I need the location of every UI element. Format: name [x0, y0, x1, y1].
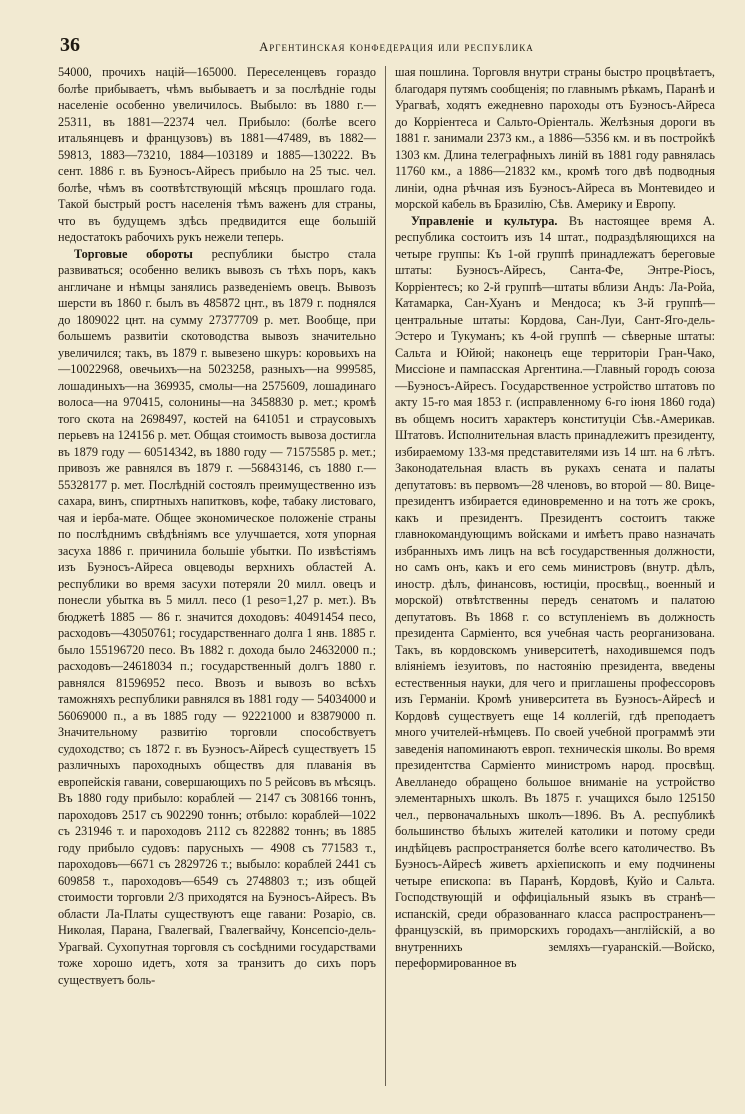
page-header — [60, 34, 685, 58]
page-number: 36 — [60, 34, 80, 56]
column-divider — [385, 66, 386, 1086]
running-title: Аргентинская конфедерация или республика — [259, 40, 534, 54]
paragraph: шая пошлина. Торговля внутри страны быстро процвѣтаетъ, благодаря путямъ сообщенія; по главнымъ рѣкамъ, Паранѣ и Урагваѣ, ходятъ ежедневно пароходы отъ Буэносъ-Айреса до Корріентеса и Сальто-Оріенталь. Желѣзныя дороги въ 1881 г. занимали 2373 км., а 1886—5356 км. и въ постройкѣ 1303 км. Длина телеграфныхъ линій въ 1881 году равнялась 11760 км., а 1886—21832 км., кромѣ того двѣ подводныя линіи, одна рѣчная изъ Буэносъ-Айреса въ Монтевидео и морской кабель въ Бразилію, Сѣв. Америку и Европу. — [395, 65, 715, 211]
section-lead: Управленіе и культура. — [411, 213, 558, 228]
paragraph: 54000, прочихъ націй—165000. Переселенцевъ гораздо болѣе прибываетъ, чѣмъ выбываетъ и за послѣдніе годы населеніе особенно увеличилось. Выбыло: въ 1880 г.—25311, въ 1881—22374 чел. Прибыло: (болѣе всего итальянцевъ и французовъ) въ 1881—47489, въ 1882—59813, 1883—73210, 1884—103189 и 1885—130222. Въ сент. 1886 г. въ Буэносъ-Айресъ прибыло на 25 тыс. чел. болѣе, чѣмъ въ соотвѣтствующій мѣсяцъ прошлаго года. Такой быстрый ростъ населенія тѣмъ важенъ для страны, что въ будущемъ здѣсь предвидится еще большій недостатокъ рабочихъ рукъ нежели теперь. — [58, 65, 376, 244]
right-column — [395, 64, 715, 1100]
paragraph — [58, 246, 376, 989]
left-column — [58, 64, 376, 1100]
paragraph-text: республики быстро стала развиваться; особенно великъ вывозъ съ тѣхъ поръ, какъ англичане и нѣмцы занялись разведеніемъ овецъ. Вывозъ шерсти въ 1860 г. былъ въ 485872 цнт., въ 1879 г. поднялся до 1809022 цнт. на сумму 27377709 р. мет. Вообще, при большемъ развитіи скотоводства вывозъ значительно увеличился; такъ, въ 1879 г. вывезено шкуръ: коровьихъ на—10022968, овечьихъ—на 5023258, разныхъ—на 999585, лошадиныхъ—на 369935, смолы—на 2575609, лошадинаго волоса—на 970415, солонины—на 3458830 р. мет.; кромѣ того скота на 2698497, костей на 641051 и страусовыхъ перьевъ на 124156 р. мет. Общая стоимость вывоза достигла въ 1879 году — 60514342, въ 1880 году — 71575585 р. мет.; привозъ же равнялся въ 1879 г. —56843146, съ 1880 г.—55328177 р. мет. Послѣдній состоялъ преимущественно изъ сахара, винъ, спиртныхъ напитковъ, кофе, табаку листоваго, чая и іерба-мате. Общее экономическое положеніе страны по послѣднимъ свѣдѣніямъ все улучшается, хотя упорная засуха 1886 г. причинила большіе убытки. По извѣстіямъ изъ Буэносъ-Айреса овцеводы верхнихъ областей А. республики во время засухи потеряли 20 милл. овецъ и понесли убытка въ 5 милл. песо (1 peso=1,27 р. мет.). Въ бюджетѣ 1885 — 86 г. значится доходовъ: 40491454 песо, расходовъ—43050761; государственнаго долга 1 янв. 1885 г. было 155196720 песо. Въ 1882 г. дохода было 24632000 п.; расходовъ—24618034 п.; государственный долгъ 1880 г. равнялся 81596952 песо. Ввозъ и вывозъ во всѣхъ таможняхъ республики равнялся въ 1881 году — 54034000 и 56069000 п., а въ 1885 году — 92221000 и 83879000 п. Значительному развитію торговли способствуетъ судоходство; съ 1872 г. въ Буэносъ-Айресѣ существуетъ 15 различныхъ пароходныхъ обществъ для плаванія въ европейскія гавани, совершающихъ по 5 рейсовъ въ мѣсяцъ. Въ 1880 году прибыло: кораблей — 2147 съ 308166 тоннъ, пароходовъ 2517 съ 902290 тоннъ; отбыло: кораблей—1022 съ 231946 т. и пароходовъ 2112 съ 822882 тоннъ; въ 1885 году прибыло судовъ: парусныхъ — 4908 съ 771583 т., пароходовъ—6671 съ 2829726 т.; выбыло: кораблей 2441 съ 609858 т., пароходовъ—6549 съ 2748803 т.; изъ общей стоимости торговли 2/3 приходятся на Буэносъ-Айресъ. Въ области Ла-Платы существуютъ еще гавани: Розаріо, св. Николая, Парана, Гвалегвай, Гвалегвайчу, Консепсіо-дель-Урагвай. Сухопутная торговля съ сосѣдними государствами тоже хорошо идетъ, хотя за транзитъ до сихъ поръ существуетъ боль- — [58, 246, 376, 987]
paragraph-text: Въ настоящее время А. республика состоитъ изъ 14 штат., подраздѣляющихся на четыре группы: Къ 1-ой группѣ принадлежатъ береговые штаты: Буэносъ-Айресъ, Санта-Фе, Энтре-Ріосъ, Корріентесъ; ко 2-й группѣ—штаты вблизи Андъ: Ла-Ройа, Катамарка, Сан-Хуанъ и Мендоса; къ 3-й группѣ—центральные штаты: Кордова, Сан-Луи, Сант-Яго-дель-Эстеро и Тукуманъ; къ 4-ой группѣ — сѣверные штаты: Сальта и Юйюй; наконецъ еще территоріи Гран-Чако, Миссіоне и пампасская Аргентина.—Главный городъ союза—Буэносъ-Айресъ. Государственное устройство штатовъ по акту 15-го мая 1853 г. (исправленному 6-го іюня 1860 года) въ общемъ носитъ характеръ конституціи Сѣв.-Америкав. Штатовъ. Исполнительная власть принадлежитъ президенту, избираемому 133-мя представителями изъ 14 шт. на 6 лѣтъ. Законодательная власть въ рукахъ сената и палаты депутатовъ: въ первомъ—28 членовъ, во второй — 80. Вице-президентъ избирается единовременно и на тотъ же срокъ, какъ и президентъ. Президентъ состоитъ также главнокомандующимъ войсками и имѣетъ право назначать избранныхъ имъ лицъ на всѣ государственныя должности, но самъ онъ, какъ и его семь министровъ (внутр. дѣлъ, иностр. дѣлъ, финансовъ, юстиціи, просвѣщ., военный и морской) отвѣтственны передъ сенатомъ и палатою депутатовъ. Въ 1868 г. со вступленіемъ въ должность президента Сарміенто, вся учебная часть реорганизована. Такъ, въ кордовскомъ университетѣ, находившемся подъ вліяніемъ іезуитовъ, по настоянію президента, введены естественныя науки, для чего и приглашены профессоровъ изъ Германіи. Кромѣ университета въ Буэносъ-Айресѣ и Кордовѣ существуетъ еще 14 коллегій, гдѣ преподаетъ много учителей-нѣмцевъ. По своей учебной программѣ эти заведенія напоминаютъ европ. техническія школы. Во время президентства Сарміенто министромъ народ. просвѣщ. Авелланедо обращено большое вниманіе на устройство элементарныхъ школъ. Въ 1875 г. учащихся было 125150 чел., первоначальныхъ школъ—1896. Въ А. республикѣ большинство бѣлыхъ жителей католики и потому среди индѣйцевъ распространяется болѣе всего католичество. Въ Буэносъ-Айресѣ живетъ архіепископъ и ему подчинены четыре епископа: въ Паранѣ, Кордовѣ, Куйо и Сальта. Господствующій и оффиціальный языкъ въ странѣ—испанскій, среди образованнаго класса распространенъ—французскій, въ приморскихъ городахъ—англійскій, а во внутреннихъ земляхъ—гуаранскій.—Войско, переформированное въ — [395, 213, 715, 970]
paragraph — [395, 213, 715, 972]
section-lead: Торговые обороты — [74, 246, 193, 261]
